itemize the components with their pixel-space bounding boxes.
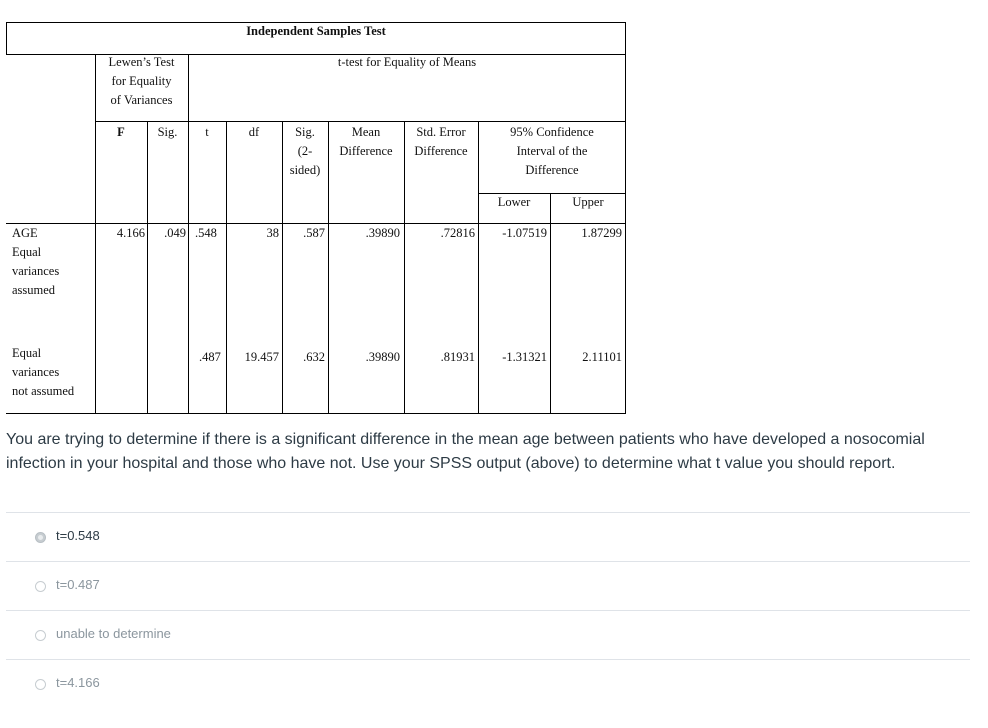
answer-label[interactable]: t=0.548 — [56, 528, 100, 543]
row1-se-diff: .72816 — [440, 226, 475, 240]
row1-t: .548 — [195, 226, 217, 240]
col-header-sig2-line-2: (2- — [297, 144, 313, 158]
row2-label-line-3: not assumed — [12, 384, 75, 398]
row2-mean-diff: .39890 — [365, 350, 400, 364]
row1-label-line-2: Equal — [12, 245, 42, 259]
answer-option-3[interactable] — [6, 610, 970, 659]
row1-label-line-4: assumed — [12, 283, 56, 297]
row1-upper: 1.87299 — [581, 226, 622, 240]
row2-t: .487 — [199, 350, 221, 364]
table-border-bottom — [6, 413, 626, 414]
col-header-sig2-line-3: sided) — [289, 163, 321, 177]
row1-label-line-1: AGE — [12, 226, 38, 240]
col-header-mean-line-1: Mean — [351, 125, 381, 139]
row2-label-line-1: Equal — [12, 346, 42, 360]
table-vline-sig2 — [328, 121, 329, 414]
answer-label[interactable]: unable to determine — [56, 626, 171, 641]
answer-option-4[interactable] — [6, 659, 970, 708]
levene-header-line-3: of Variances — [110, 93, 173, 107]
levene-header-line-1: Lewen’s Test — [108, 55, 175, 69]
table-border-right — [625, 22, 626, 414]
radio-selected-icon[interactable] — [35, 532, 46, 543]
row1-df: 38 — [266, 226, 279, 240]
answer-label[interactable]: t=0.487 — [56, 577, 100, 592]
radio-icon[interactable] — [35, 630, 46, 641]
levene-header-line-2: for Equality — [111, 74, 172, 88]
col-header-lower: Lower — [497, 195, 531, 209]
table-vline-levene — [188, 54, 189, 414]
col-header-f: F — [117, 125, 125, 139]
row1-label-line-3: variances — [12, 264, 60, 278]
row1-mean-diff: .39890 — [365, 226, 400, 240]
row2-label-line-2: variances — [12, 365, 60, 379]
col-header-ci-line-2: Interval of the — [516, 144, 588, 158]
answer-option-1[interactable] — [6, 512, 970, 561]
row2-df: 19.457 — [244, 350, 279, 364]
table-title: Independent Samples Test — [246, 24, 386, 38]
col-header-se-line-1: Std. Error — [416, 125, 466, 139]
col-header-sig2-line-1: Sig. — [295, 125, 315, 139]
row1-lower: -1.07519 — [502, 226, 547, 240]
row2-upper: 2.11101 — [582, 350, 622, 364]
radio-icon[interactable] — [35, 581, 46, 592]
answer-list — [6, 512, 970, 708]
row2-lower: -1.31321 — [502, 350, 547, 364]
answer-option-2[interactable] — [6, 561, 970, 610]
spss-output-table — [6, 22, 626, 414]
col-header-sig: Sig. — [157, 125, 178, 139]
ttest-header: t-test for Equality of Means — [337, 55, 477, 69]
row2-sig2: .632 — [303, 350, 325, 364]
col-header-ci-line-1: 95% Confidence — [510, 125, 594, 139]
table-vline-mean — [404, 121, 405, 414]
col-header-se-line-2: Difference — [414, 144, 468, 158]
row1-sig: .049 — [164, 226, 186, 240]
col-header-mean-line-2: Difference — [339, 144, 393, 158]
table-vline-f — [147, 121, 148, 414]
col-header-df: df — [248, 125, 260, 139]
col-header-t: t — [205, 125, 209, 139]
question-text: You are trying to determine if there is a significant difference in the mean age between patients who have developed a nosocomial infection in your hospital and those who have not. Use your SPSS output (above) to determine what t value you should report. — [6, 431, 925, 472]
answer-label[interactable]: t=4.166 — [56, 675, 100, 690]
row2-se-diff: .81931 — [440, 350, 475, 364]
row1-sig2: .587 — [303, 226, 325, 240]
col-header-upper: Upper — [572, 195, 604, 209]
table-vline-t — [226, 121, 227, 414]
col-header-ci-line-3: Difference — [525, 163, 579, 177]
row1-f: 4.166 — [116, 226, 145, 240]
radio-icon[interactable] — [35, 679, 46, 690]
table-hline-subheader — [95, 121, 626, 122]
